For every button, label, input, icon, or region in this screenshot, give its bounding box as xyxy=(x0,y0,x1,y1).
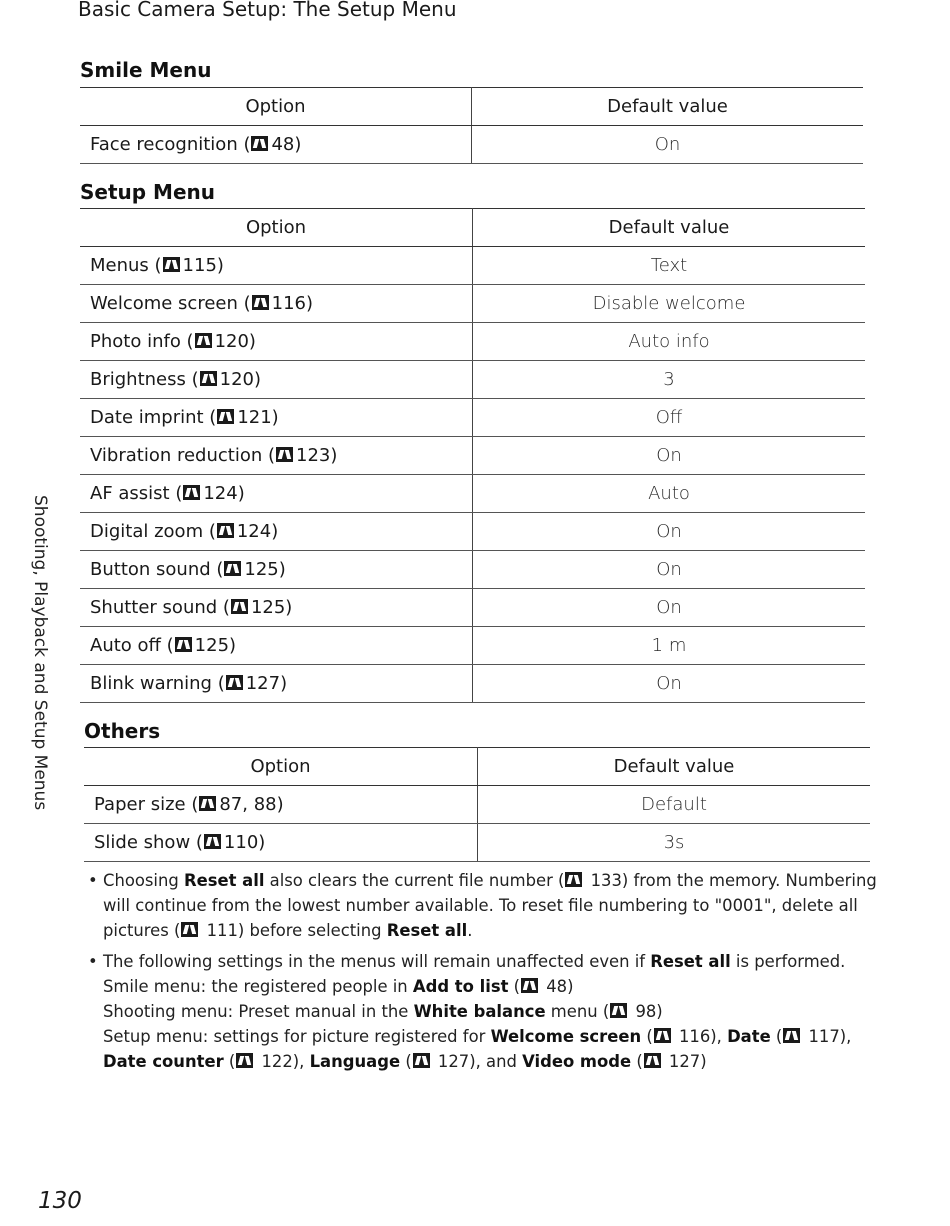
page-reference-icon xyxy=(183,485,200,500)
bullet: • xyxy=(88,952,98,971)
option-page-ref: 125) xyxy=(250,597,293,618)
table-header-row xyxy=(80,88,863,126)
note-bold: Video mode xyxy=(522,1052,632,1071)
option-cell xyxy=(80,627,473,665)
default-value-cell: On xyxy=(473,589,866,627)
option-cell xyxy=(80,475,473,513)
table-row xyxy=(80,551,865,589)
note-text: . xyxy=(467,921,473,940)
note-unaffected-settings xyxy=(86,949,886,1074)
smile-menu-table xyxy=(80,87,863,164)
column-header-option: Option xyxy=(80,209,473,247)
default-value-cell: Default xyxy=(478,786,871,824)
column-header-option: Option xyxy=(80,88,472,126)
note-text: 117), xyxy=(803,1027,852,1046)
option-label: Welcome screen ( xyxy=(90,293,251,314)
option-label: Button sound ( xyxy=(90,559,224,580)
note-text: ( xyxy=(641,1027,653,1046)
page-reference-icon xyxy=(231,599,248,614)
note-text: Setup menu: settings for picture registered for xyxy=(103,1027,491,1046)
note-text: 116), xyxy=(673,1027,728,1046)
option-label: Shutter sound ( xyxy=(90,597,230,618)
page-reference-icon xyxy=(217,523,234,538)
column-header-option: Option xyxy=(84,748,478,786)
option-page-ref: 110) xyxy=(223,832,266,853)
column-header-default: Default value xyxy=(478,748,871,786)
others-title: Others xyxy=(84,719,161,743)
option-page-ref: 124) xyxy=(203,483,245,504)
note-text: ( xyxy=(223,1052,236,1071)
note-text: 133) from the memory. Numbering will continue from the lowest number available. To reset file numbering to "0001", delete all pictures ( xyxy=(103,871,877,940)
option-cell xyxy=(80,323,473,361)
option-page-ref: 125) xyxy=(194,635,237,656)
note-text: also clears the current file number ( xyxy=(264,871,565,890)
note-line xyxy=(103,974,886,999)
default-value-cell: On xyxy=(473,513,866,551)
note-bold: Reset all xyxy=(386,921,468,940)
note-text: ( xyxy=(770,1027,783,1046)
note-text: The following settings in the menus will remain unaffected even if xyxy=(103,952,651,971)
default-value-cell: 1 m xyxy=(473,627,866,665)
option-page-ref: 48) xyxy=(271,134,302,155)
option-cell xyxy=(84,824,478,862)
option-cell xyxy=(80,247,473,285)
option-page-ref: 87, 88) xyxy=(219,794,284,815)
page-reference-icon xyxy=(224,561,241,576)
option-cell xyxy=(80,437,473,475)
setup-menu-table xyxy=(80,208,865,703)
smile-menu-title: Smile Menu xyxy=(80,58,212,82)
table-row xyxy=(80,475,865,513)
option-label: Auto off ( xyxy=(90,635,174,656)
page-reference-icon xyxy=(654,1028,671,1043)
option-cell xyxy=(84,786,478,824)
page-reference-icon xyxy=(783,1028,800,1043)
option-cell xyxy=(80,513,473,551)
table-row xyxy=(80,437,865,475)
note-bold: White balance xyxy=(413,1002,546,1021)
option-label: AF assist ( xyxy=(90,483,183,504)
page-reference-icon xyxy=(610,1003,627,1018)
table-row xyxy=(80,126,863,164)
page-reference-icon xyxy=(644,1053,661,1068)
default-value-cell: On xyxy=(473,665,866,703)
page-reference-icon xyxy=(413,1053,430,1068)
notes xyxy=(86,868,886,1076)
table-row xyxy=(80,247,865,285)
note-bold: Welcome screen xyxy=(490,1027,642,1046)
note-bold: Date counter xyxy=(103,1052,224,1071)
option-cell xyxy=(80,361,473,399)
note-text: ( xyxy=(631,1052,643,1071)
option-page-ref: 127) xyxy=(245,673,288,694)
option-page-ref: 115) xyxy=(182,255,224,276)
option-cell xyxy=(80,285,473,323)
option-cell xyxy=(80,665,473,703)
note-text: 48) xyxy=(541,977,574,996)
table-row xyxy=(80,399,865,437)
option-label: Digital zoom ( xyxy=(90,521,216,542)
table-header-row xyxy=(80,209,865,247)
option-page-ref: 124) xyxy=(236,521,279,542)
note-bold: Reset all xyxy=(650,952,731,971)
note-text: menu ( xyxy=(545,1002,610,1021)
option-page-ref: 121) xyxy=(237,407,279,428)
default-value-cell: Off xyxy=(473,399,866,437)
note-text: 127) xyxy=(663,1052,707,1071)
option-page-ref: 125) xyxy=(244,559,286,580)
option-page-ref: 123) xyxy=(296,445,338,466)
note-bold: Date xyxy=(727,1027,771,1046)
default-value-cell: On xyxy=(473,437,866,475)
table-row xyxy=(84,824,870,862)
option-page-ref: 116) xyxy=(271,293,314,314)
option-label: Blink warning ( xyxy=(90,673,225,694)
others-table xyxy=(84,747,870,862)
bullet: • xyxy=(88,871,98,890)
note-text: ( xyxy=(508,977,521,996)
note-text: Choosing xyxy=(103,871,184,890)
note-text: 98) xyxy=(630,1002,663,1021)
option-page-ref: 120) xyxy=(219,369,262,390)
option-label: Face recognition ( xyxy=(90,134,251,155)
page-reference-icon xyxy=(251,136,268,151)
page-reference-icon xyxy=(226,675,243,690)
page-reference-icon xyxy=(163,257,180,272)
page-reference-icon xyxy=(276,447,293,462)
option-label: Paper size ( xyxy=(94,794,199,815)
note-reset-file-number xyxy=(86,868,886,943)
note-text: ( xyxy=(400,1052,412,1071)
table-row xyxy=(80,589,865,627)
default-value-cell: On xyxy=(473,551,866,589)
note-line xyxy=(103,1024,886,1074)
option-page-ref: 120) xyxy=(214,331,256,352)
note-text: 127), and xyxy=(432,1052,523,1071)
side-section-label: Shooting, Playback and Setup Menus xyxy=(30,495,50,811)
page-reference-icon xyxy=(200,371,217,386)
option-label: Menus ( xyxy=(90,255,162,276)
page-reference-icon xyxy=(181,922,198,937)
option-label: Brightness ( xyxy=(90,369,199,390)
note-bold: Reset all xyxy=(184,871,265,890)
table-row xyxy=(80,323,865,361)
page-header: Basic Camera Setup: The Setup Menu xyxy=(78,0,457,21)
page-reference-icon xyxy=(204,834,221,849)
table-row xyxy=(80,513,865,551)
default-value-cell: 3s xyxy=(478,824,871,862)
table-row xyxy=(80,665,865,703)
option-label: Date imprint ( xyxy=(90,407,217,428)
table-row xyxy=(80,627,865,665)
default-value-cell: Text xyxy=(473,247,866,285)
page-reference-icon xyxy=(236,1053,253,1068)
note-text: 122), xyxy=(256,1052,310,1071)
default-value-cell: On xyxy=(472,126,864,164)
table-row xyxy=(80,285,865,323)
note-text: Shooting menu: Preset manual in the xyxy=(103,1002,414,1021)
default-value-cell: 3 xyxy=(473,361,866,399)
table-row xyxy=(80,361,865,399)
page-reference-icon xyxy=(252,295,269,310)
note-line xyxy=(103,949,886,974)
option-label: Slide show ( xyxy=(94,832,203,853)
page-reference-icon xyxy=(217,409,234,424)
option-label: Photo info ( xyxy=(90,331,194,352)
note-text: is performed. xyxy=(730,952,846,971)
note-bold: Language xyxy=(309,1052,401,1071)
setup-menu-title: Setup Menu xyxy=(80,180,215,204)
page-reference-icon xyxy=(195,333,212,348)
table-header-row xyxy=(84,748,870,786)
option-cell xyxy=(80,589,473,627)
column-header-default: Default value xyxy=(473,209,866,247)
option-cell xyxy=(80,399,473,437)
note-text: 111) before selecting xyxy=(201,921,387,940)
table-row xyxy=(84,786,870,824)
page-reference-icon xyxy=(175,637,192,652)
column-header-default: Default value xyxy=(472,88,864,126)
default-value-cell: Disable welcome xyxy=(473,285,866,323)
option-cell xyxy=(80,126,472,164)
note-line xyxy=(103,999,886,1024)
page-reference-icon xyxy=(521,978,538,993)
default-value-cell: Auto info xyxy=(473,323,866,361)
page-reference-icon xyxy=(565,872,582,887)
note-bold: Add to list xyxy=(412,977,509,996)
note-text: Smile menu: the registered people in xyxy=(103,977,413,996)
page-number: 130 xyxy=(38,1188,82,1214)
default-value-cell: Auto xyxy=(473,475,866,513)
option-label: Vibration reduction ( xyxy=(90,445,276,466)
option-cell xyxy=(80,551,473,589)
page-reference-icon xyxy=(199,796,216,811)
